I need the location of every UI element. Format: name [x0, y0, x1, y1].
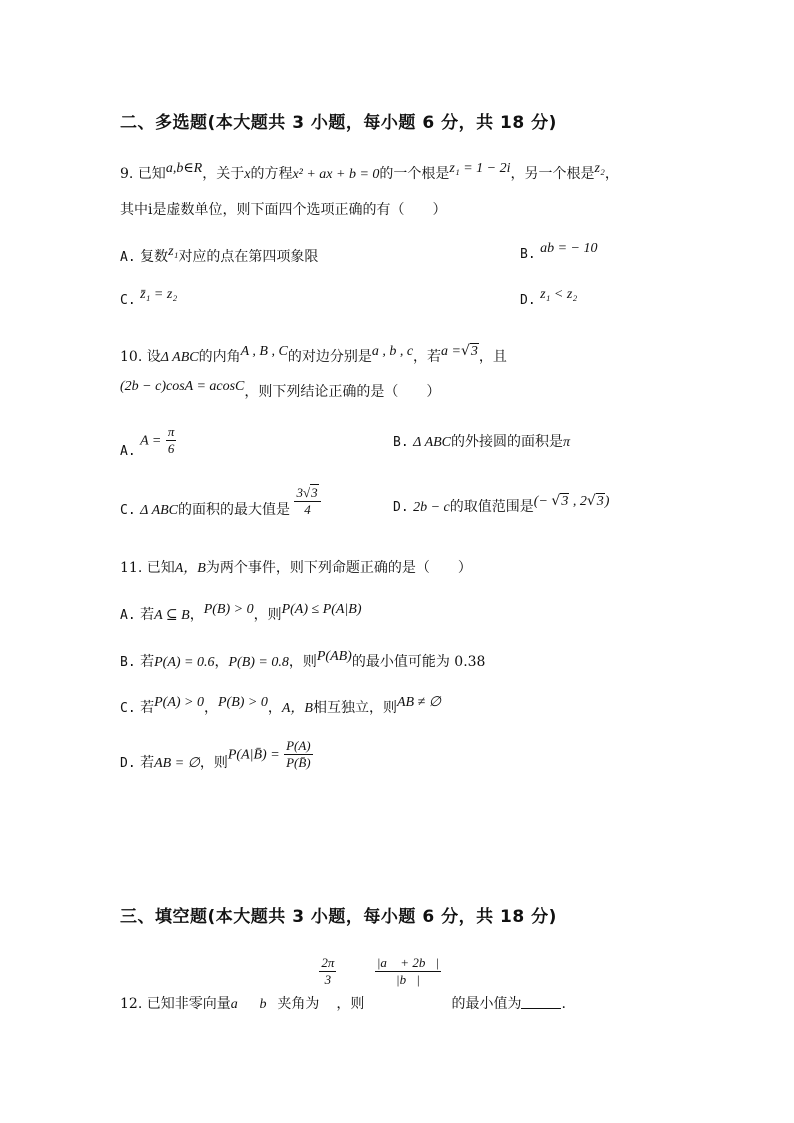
- question-10-option-b: B. Δ ABC的外接圆的面积是π: [393, 434, 571, 450]
- section-title-fill-in-blank: 三、填空题(本大题共 3 小题，每小题 6 分，共 18 分): [120, 907, 557, 927]
- question-number: 12.: [120, 996, 143, 1012]
- question-9-option-d: D. z₁ < z₂: [520, 287, 578, 308]
- question-9-stem-line2: 其中i是虚数单位，则下面四个选项正确的有（ ）: [120, 202, 447, 218]
- question-9-option-a: A. 复数z₁对应的点在第四项象限: [120, 244, 319, 265]
- question-number: 11.: [120, 560, 143, 576]
- fraction: $\frac{P(A)}{P(B̄)}$: [286, 738, 311, 770]
- fraction: $\frac{2\pi}{3}$: [321, 955, 335, 987]
- question-12-stem: 12. 已知非零向量a⃗，b⃗夹角为 $\frac{2\pi}{3}$ ，则 $\frac{|a⃗ + 2b⃗|}{|b⃗|}$ 的最小值为 .: [120, 955, 566, 1012]
- section-title-multiple-choice: 二、多选题(本大题共 3 小题，每小题 6 分，共 18 分): [120, 113, 557, 133]
- question-10-option-d: D. 2b − c的取值范围是(− √3 , 2√3): [393, 493, 610, 515]
- question-11-option-b: B. 若P(A) = 0.6，P(B) = 0.8，则P(AB)的最小值可能为 0.38: [120, 649, 486, 670]
- question-10-option-c: C. Δ ABC的面积的最大值是 $\frac{3√3}{4}$: [120, 485, 321, 518]
- question-9-stem: 9. 已知a,b∈R，关于x的方程x² + ax + b = 0的一个根是z₁ = 1 − 2i，另一个根是z₂，: [120, 161, 619, 182]
- question-11-stem: 11. 已知A，B为两个事件，则下列命题正确的是（ ）: [120, 560, 472, 576]
- answer-blank[interactable]: [521, 996, 561, 1009]
- question-10-stem-line2: (2b − c)cosA = acosC，则下列结论正确的是（ ）: [120, 379, 441, 400]
- question-11-option-d: D. 若AB = ∅，则P(A|B̄) = $\frac{P(A)}{P(B̄)}$: [120, 738, 311, 771]
- fraction: $\frac{|a⃗ + 2b⃗|}{|b⃗|}$: [376, 955, 440, 987]
- fraction: $\frac{3√3}{4}$: [294, 485, 320, 518]
- sqrt-symbol: √3: [302, 485, 318, 500]
- question-number: 9.: [120, 166, 134, 182]
- question-10-option-a: A. A = $\frac{\pi}{6}$: [120, 424, 175, 459]
- question-9-option-c: C. z̄₁ = z₂: [120, 287, 178, 308]
- fraction: $\frac{\pi}{6}$: [167, 424, 175, 456]
- sqrt-symbol: √3: [461, 343, 478, 359]
- question-10-stem: 10. 设Δ ABC的内角A , B , C的对边分别是a , b , c，若a =√3，且: [120, 343, 507, 365]
- question-11-option-a: A. 若A ⊆ B，P(B) > 0，则P(A) ≤ P(A|B): [120, 602, 362, 623]
- question-11-option-c: C. 若P(A) > 0，P(B) > 0，A，B相互独立，则AB ≠ ∅: [120, 695, 441, 716]
- sqrt-symbol: √3: [586, 493, 604, 509]
- question-number: 10.: [120, 349, 143, 365]
- question-9-option-b: B. ab = − 10: [520, 241, 598, 262]
- sqrt-symbol: √3: [551, 493, 569, 509]
